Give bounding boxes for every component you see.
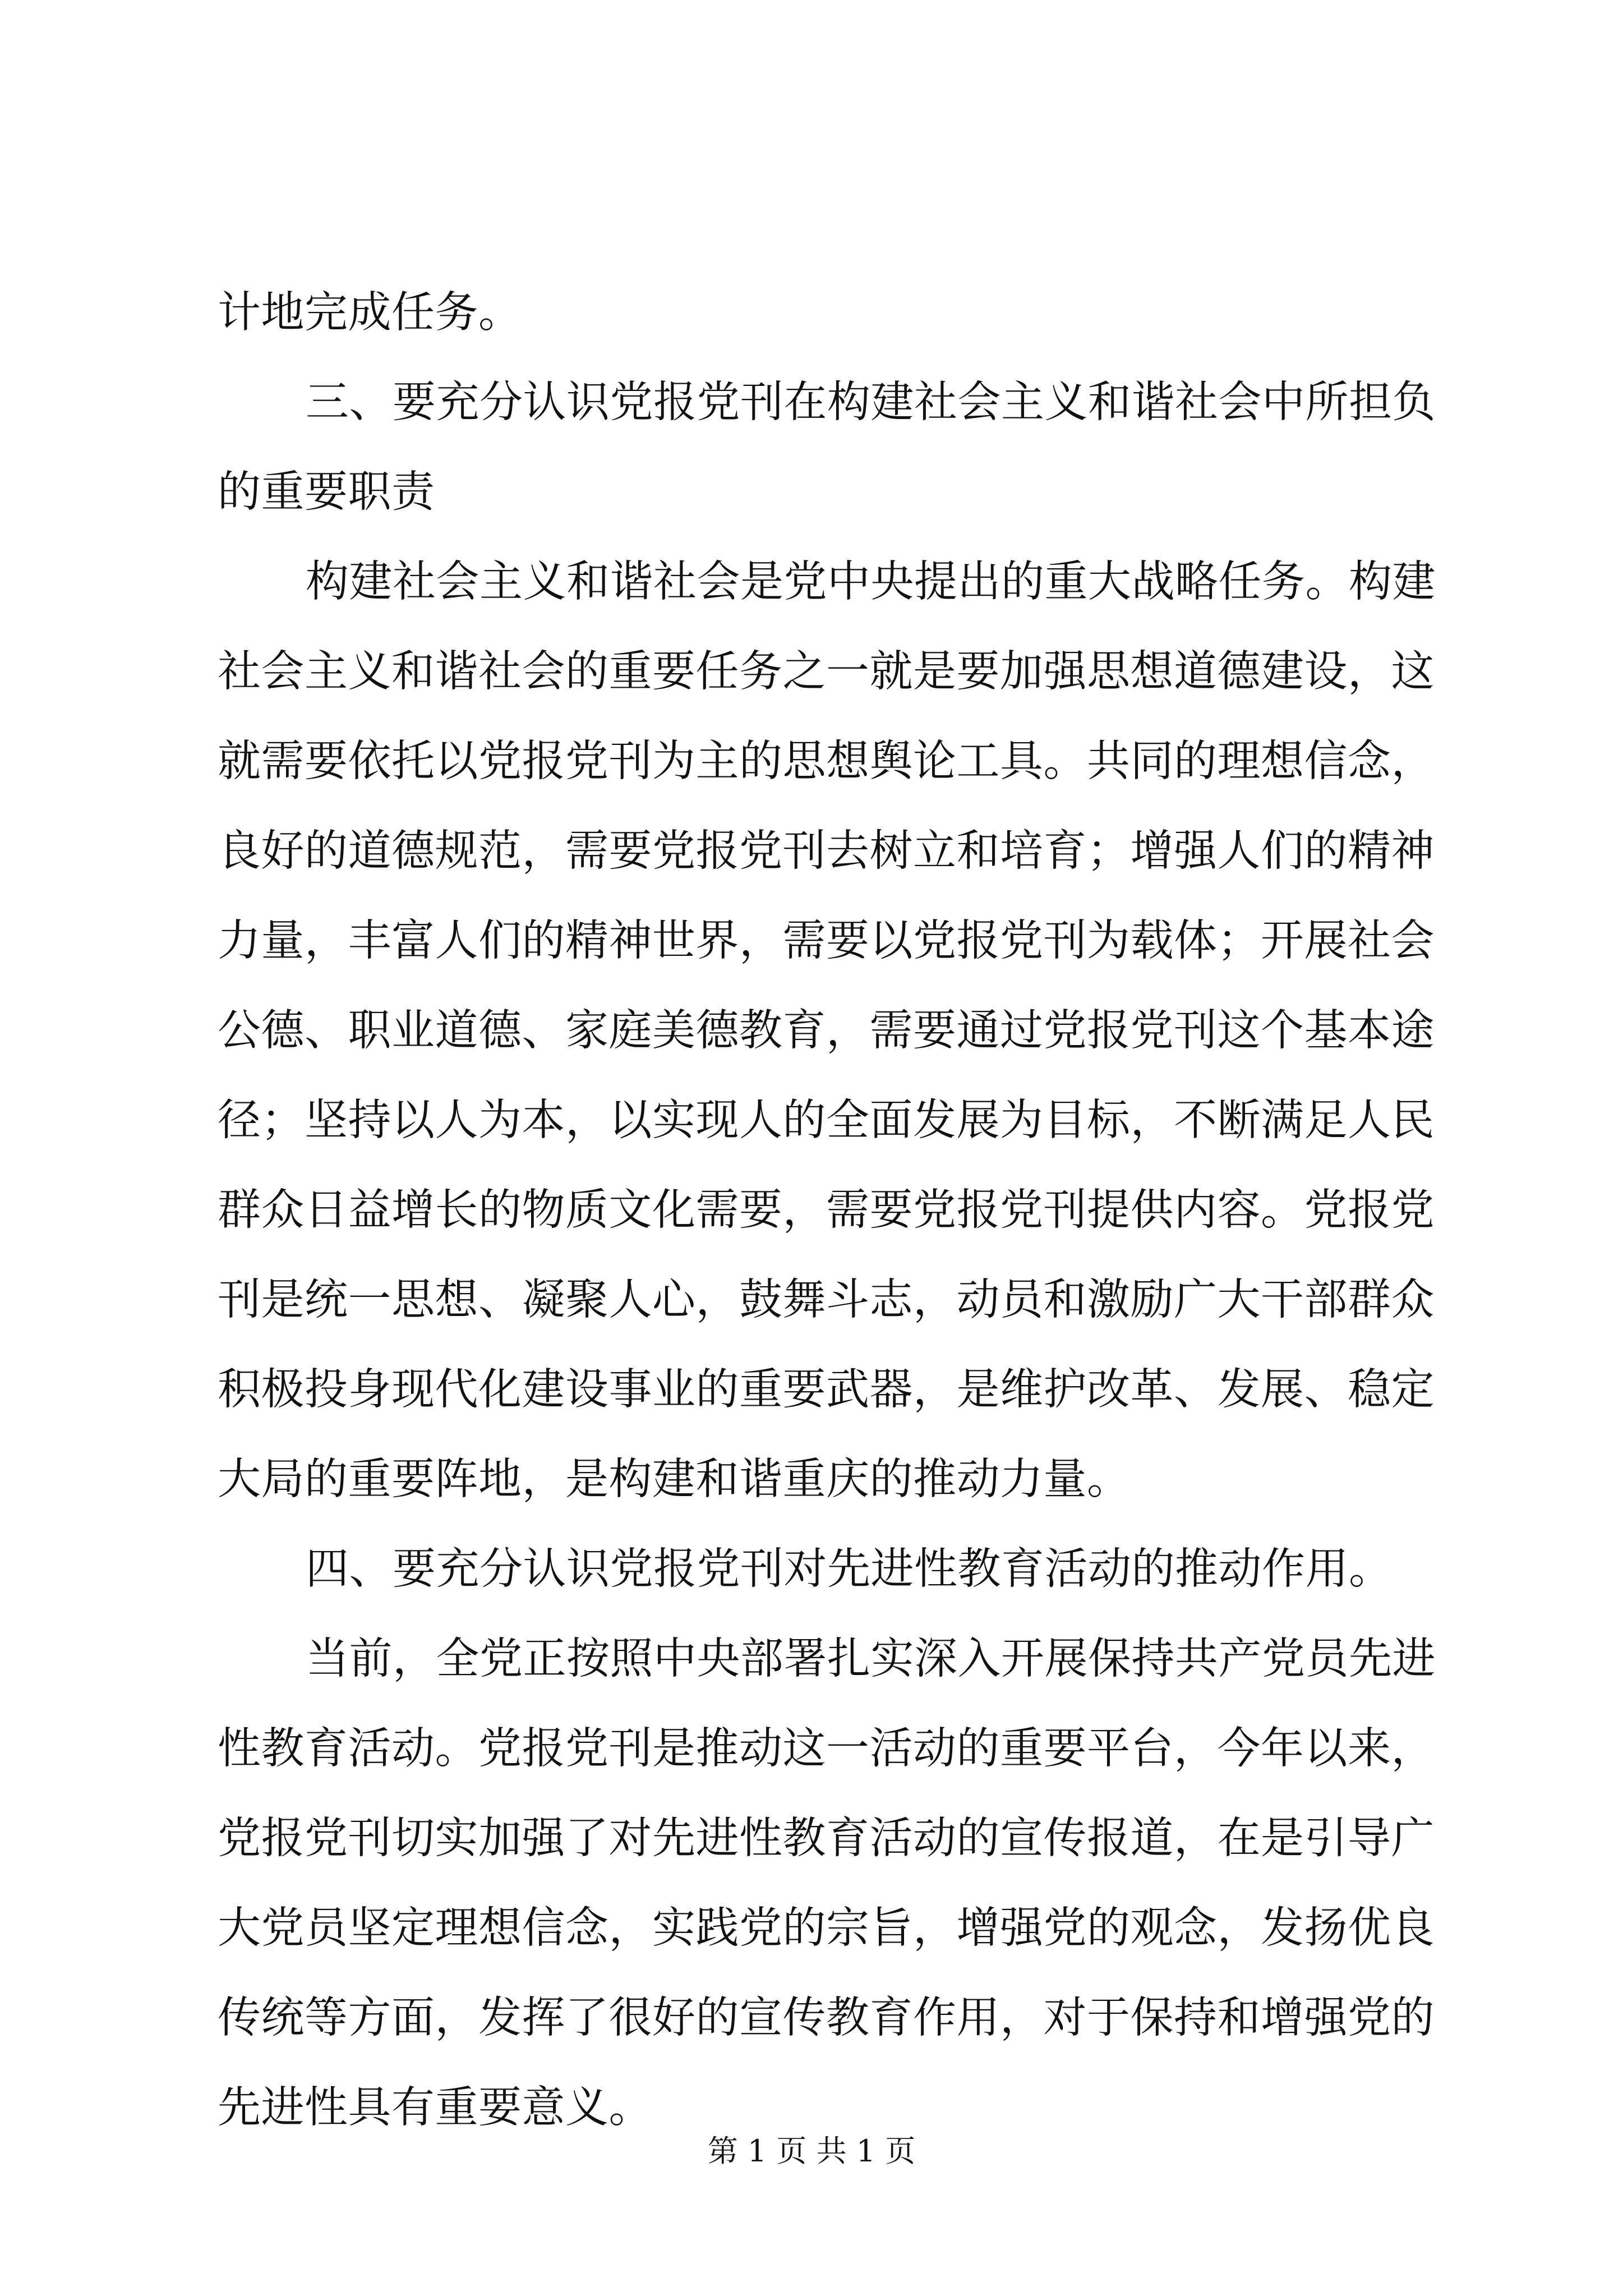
text-line: 传统等方面，发挥了很好的宣传教育作用，对于保持和增强党的: [218, 1993, 1435, 2043]
text-line: 刊是统一思想、凝聚人心，鼓舞斗志，动员和激励广大干部群众: [218, 1275, 1435, 1325]
text-line: 公德、职业道德、家庭美德教育，需要通过党报党刊这个基本途: [218, 1006, 1435, 1056]
section-heading-4: 四、要充分认识党报党刊对先进性教育活动的推动作用。: [306, 1544, 1393, 1594]
page-footer: 第 1 页 共 1 页: [707, 2133, 916, 2169]
text-line: 良好的道德规范，需要党报党刊去树立和培育；增强人们的精神: [218, 826, 1435, 876]
text-line: 先进性具有重要意义。: [218, 2083, 652, 2133]
text-line: 大党员坚定理想信念，实践党的宗旨，增强党的观念，发扬优良: [218, 1903, 1435, 1953]
text-line: 大局的重要阵地，是构建和谐重庆的推动力量。: [218, 1455, 1131, 1504]
text-line: 力量，丰富人们的精神世界，需要以党报党刊为载体；开展社会: [218, 916, 1435, 966]
text-line: 积极投身现代化建设事业的重要武器，是维护改革、发展、稳定: [218, 1365, 1435, 1415]
text-line: 群众日益增长的物质文化需要，需要党报党刊提供内容。党报党: [218, 1185, 1435, 1235]
text-line: 党报党刊切实加强了对先进性教育活动的宣传报道，在是引导广: [218, 1814, 1435, 1864]
text-line: 构建社会主义和谐社会是党中央提出的重大战略任务。构建: [306, 557, 1436, 607]
text-line: 计地完成任务。: [218, 288, 522, 338]
section-heading-3: 三、要充分认识党报党刊在构建社会主义和谐社会中所担负: [306, 378, 1436, 427]
text-line: 社会主义和谐社会的重要任务之一就是要加强思想道德建设，这: [218, 647, 1435, 697]
text-line: 性教育活动。党报党刊是推动这一活动的重要平台，今年以来，: [218, 1724, 1435, 1774]
text-line: 当前，全党正按照中央部署扎实深入开展保持共产党员先进: [306, 1634, 1436, 1684]
section-heading-3-cont: 的重要职责: [218, 467, 435, 517]
text-line: 径；坚持以人为本，以实现人的全面发展为目标，不断满足人民: [218, 1096, 1435, 1145]
text-line: 就需要依托以党报党刊为主的思想舆论工具。共同的理想信念，: [218, 737, 1435, 786]
